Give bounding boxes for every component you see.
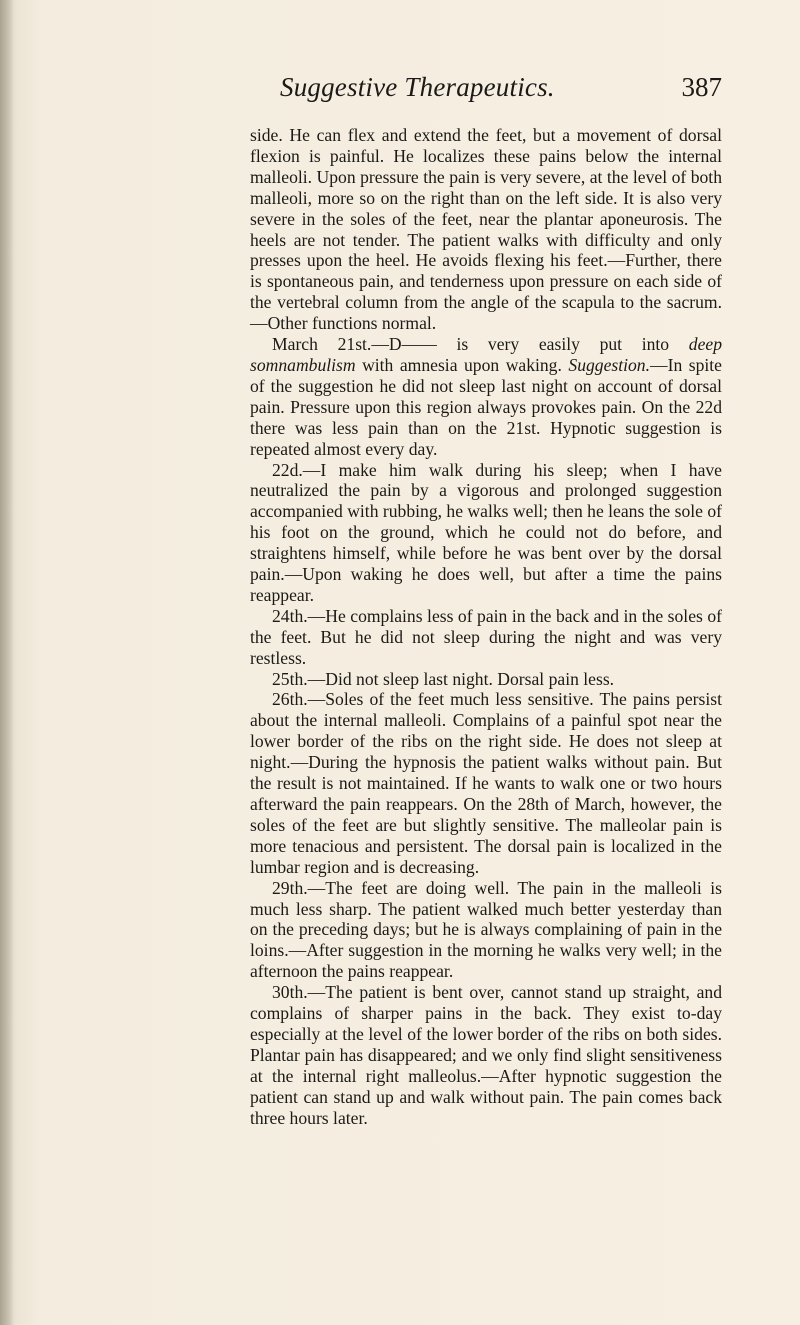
march21-mid: is very easily put into — [436, 334, 689, 355]
paragraph-24th: 24th.—He complains less of pain in the back and in the soles of the feet. But he did not sleep during the night and was very restless. — [250, 605, 722, 668]
march21-rest: —In spite of the suggestion he did not sleep last night on account of dorsal pain. Pressure upon this region always provokes pain. On the 22d there was less pain than on the 21st. Hypnotic suggestion is repeated almost every day. — [250, 354, 722, 459]
paragraph-29th: 29th.—The feet are doing well. The pain in the malleoli is much less sharp. The patient walked much better yesterday than on the preceding days; but he is always complaining of pain in the loins.—After suggestion in the morning he walks very well; in the afternoon the pains reappear. — [250, 877, 722, 982]
body-text — [250, 125, 722, 1129]
march21-after: with amnesia upon waking. — [355, 354, 569, 375]
page-number: 387 — [681, 72, 722, 102]
paragraph-side: side. He can flex and extend the feet, but a movement of dorsal flexion is painful. He localizes these pains below the internal malleoli. Upon pressure the pain is very severe, at the level of both malleoli, more so on the right than on the left side. It is also very severe in the soles of the feet, near the plantar aponeurosis. The heels are not tender. The patient walks with difficulty and only presses upon the heel. He avoids flexing his feet.—Further, there is spontaneous pain, and tenderness upon pressure on each side of the vertebral column from the angle of the scapula to the sacrum.—Other functions normal. — [250, 125, 722, 334]
march21-dash: —— — [401, 334, 437, 355]
paragraph-30th: 30th.—The patient is bent over, cannot stand up straight, and complains of sharper pains in the back. They exist to-day especially at the level of the lower border of the ribs on both sides. Plantar pain has disappeared; and we only find slight sensitiveness at the internal right malleolus.—After hypnotic suggestion the patient can stand up and walk without pain. The pain comes back three hours later. — [250, 982, 722, 1128]
paragraph-march-21 — [250, 334, 722, 459]
paragraph-22d: 22d.—I make him walk during his sleep; when I have neutralized the pain by a vigorous and prolonged suggestion accompanied with rubbing, he walks well; then he leans the sole of his foot on the ground, which he could not do before, and straightens himself, while before he was bent over by the dorsal pain.—Upon waking he does well, but after a time the pains reappear. — [250, 459, 722, 605]
march21-em-suggestion: Suggestion. — [568, 354, 651, 375]
paragraph-26th: 26th.—Soles of the feet much less sensitive. The pains persist about the internal malleoli. Complains of a painful spot near the lower border of the ribs on the right side. He does not sleep at night.—During the hypnosis the patient walks without pain. But the result is not maintained. If he wants to walk one or two hours afterward the pain reappears. On the 28th of March, however, the soles of the feet are but slightly sensitive. The malleolar pain is more tenacious and persistent. The dorsal pain is localized in the lumbar region and is decreasing. — [250, 689, 722, 877]
paragraph-25th: 25th.—Did not sleep last night. Dorsal pain less. — [272, 668, 615, 689]
page-header — [252, 70, 722, 110]
march21-em-somnambulism: deep somnambulism — [250, 334, 722, 375]
running-title: Suggestive Therapeutics. — [280, 72, 555, 102]
march21-lead: March 21st.—D — [272, 334, 402, 355]
page-gutter-shadow — [0, 0, 14, 1325]
